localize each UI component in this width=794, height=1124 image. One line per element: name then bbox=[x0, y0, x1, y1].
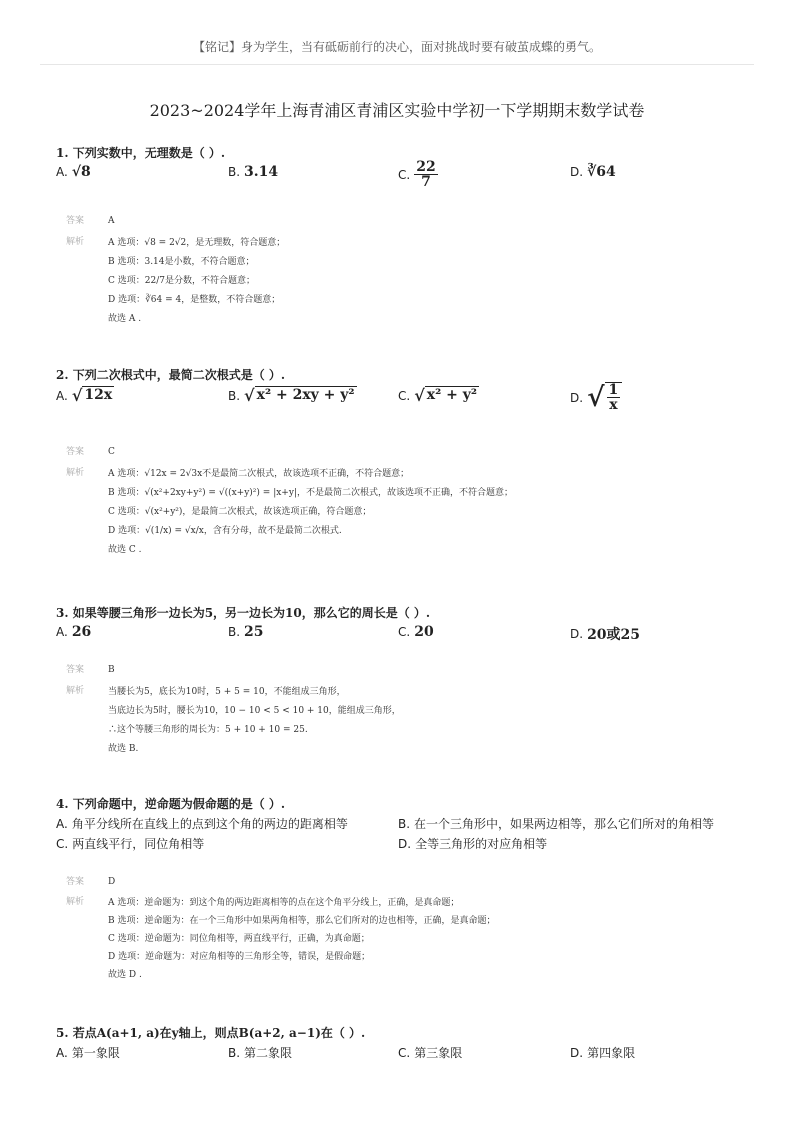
option-text: 全等三角形的对应角相等 bbox=[415, 837, 548, 851]
question-1 bbox=[56, 144, 756, 202]
answer-row bbox=[66, 874, 115, 887]
question-stem: 3. 如果等腰三角形一边长为5，另一边长为10，那么它的周长是（ ）. bbox=[56, 606, 431, 620]
analysis-label: 解析 bbox=[66, 686, 85, 696]
option-radical bbox=[587, 382, 622, 413]
option-label: C. bbox=[398, 388, 411, 403]
question-4 bbox=[56, 795, 756, 857]
explanation-line: A 选项：√12x = 2√3x不是最简二次根式，故该选项不正确，不符合题意； bbox=[108, 469, 410, 479]
radical-sign: √ bbox=[414, 386, 425, 405]
option-value: 3.14 bbox=[244, 164, 279, 180]
option-label: B. bbox=[228, 388, 241, 403]
explanation-line: 当底边长为5时，腰长为10，10 − 10 < 5 < 10 + 10，能组成三角形， bbox=[108, 706, 401, 716]
option-d[interactable] bbox=[570, 382, 622, 413]
option-b[interactable] bbox=[228, 624, 264, 640]
option-a[interactable] bbox=[56, 164, 91, 180]
option-d[interactable] bbox=[570, 624, 640, 644]
answer-row bbox=[66, 213, 115, 226]
option-value: 25 bbox=[244, 624, 264, 640]
option-c[interactable] bbox=[398, 624, 434, 640]
option-label: D. bbox=[570, 165, 584, 179]
radical-sign: √ bbox=[587, 382, 605, 413]
explanation-line: D 选项：√(1/x) = √x/x，含有分母，故不是最简二次根式. bbox=[108, 526, 342, 536]
option-value: √8 bbox=[71, 164, 91, 180]
answer-label: 答案 bbox=[66, 447, 85, 457]
options bbox=[56, 1042, 756, 1066]
option-label: C. bbox=[398, 625, 411, 639]
option-label: C. bbox=[398, 167, 411, 182]
option-c[interactable] bbox=[398, 386, 479, 405]
answer-label: 答案 bbox=[66, 665, 85, 675]
explanation-line: 故选 A . bbox=[108, 314, 142, 324]
question-stem: 1. 下列实数中，无理数是（ ）. bbox=[56, 146, 226, 160]
explanation-line: A 选项：√8 = 2√2，是无理数，符合题意； bbox=[108, 238, 286, 248]
answer-row bbox=[66, 662, 115, 675]
option-label: B. bbox=[228, 625, 241, 639]
option-fraction bbox=[414, 160, 437, 189]
option-value: 20 bbox=[414, 624, 434, 640]
explanation-line: D 选项：∛64 = 4，是整数，不符合题意； bbox=[108, 295, 281, 305]
explanation-line: C 选项：√(x²+y²)，是最简二次根式，故该选项正确，符合题意； bbox=[108, 507, 372, 517]
option-b[interactable] bbox=[228, 386, 357, 405]
explanation-line: 故选 D . bbox=[108, 970, 142, 980]
option-d[interactable] bbox=[398, 835, 547, 852]
answer-value: C bbox=[108, 447, 115, 457]
denominator: 7 bbox=[421, 174, 431, 190]
option-text: 角平分线所在直线上的点到这个角的两边的距离相等 bbox=[71, 817, 348, 831]
option-d[interactable] bbox=[570, 164, 616, 180]
numerator: 1 bbox=[608, 382, 619, 398]
explanation-line: C 选项：逆命题为：同位角相等，两直线平行，正确，为真命题； bbox=[108, 934, 370, 944]
option-b[interactable] bbox=[398, 815, 714, 832]
option-radical bbox=[414, 386, 479, 405]
question-2 bbox=[56, 366, 756, 430]
explanation-line: 故选 B. bbox=[108, 744, 139, 754]
option-c[interactable] bbox=[398, 160, 438, 189]
analysis-label: 解析 bbox=[66, 468, 85, 478]
option-text: 第二象限 bbox=[244, 1046, 293, 1060]
header-divider bbox=[40, 64, 754, 65]
option-label: D. bbox=[570, 627, 584, 641]
radicand-fraction bbox=[607, 383, 621, 412]
option-radical bbox=[72, 386, 114, 405]
explanation-line: B 选项：3.14是小数，不符合题意； bbox=[108, 257, 255, 267]
option-label: A. bbox=[56, 816, 68, 831]
option-b[interactable] bbox=[228, 164, 278, 180]
option-label: D. bbox=[570, 1045, 584, 1060]
option-label: B. bbox=[398, 816, 411, 831]
explanation-line: 故选 C . bbox=[108, 545, 142, 555]
question-5 bbox=[56, 1024, 756, 1066]
radical-sign: √ bbox=[244, 386, 255, 405]
radicand: x² + 2xy + y² bbox=[256, 387, 355, 403]
page-title: 2023~2024学年上海青浦区青浦区实验中学初一下学期期末数学试卷 bbox=[149, 101, 645, 120]
option-a[interactable] bbox=[56, 1044, 120, 1061]
option-text: 第三象限 bbox=[414, 1046, 463, 1060]
option-value: ∛64 bbox=[587, 164, 616, 180]
option-text: 第一象限 bbox=[71, 1046, 120, 1060]
explanation-line: D 选项：逆命题为：对应角相等的三角形全等，错误，是假命题； bbox=[108, 952, 371, 962]
option-a[interactable] bbox=[56, 624, 91, 640]
option-text: 第四象限 bbox=[587, 1046, 636, 1060]
explanation-line: ∴这个等腰三角形的周长为：5 + 10 + 10 = 25. bbox=[108, 725, 308, 735]
option-label: D. bbox=[398, 836, 412, 851]
denominator: x bbox=[609, 397, 618, 413]
answer-value: D bbox=[108, 877, 116, 887]
option-label: C. bbox=[56, 836, 69, 851]
answer-label: 答案 bbox=[66, 877, 85, 887]
options bbox=[56, 813, 756, 857]
radical-sign: √ bbox=[71, 386, 83, 405]
question-3 bbox=[56, 604, 756, 652]
option-label: B. bbox=[228, 1045, 241, 1060]
option-label: A. bbox=[56, 388, 68, 403]
answer-row bbox=[66, 444, 115, 457]
option-b[interactable] bbox=[228, 1044, 292, 1061]
question-stem: 4. 下列命题中，逆命题为假命题的是（ ）. bbox=[56, 797, 286, 811]
option-text: 两直线平行，同位角相等 bbox=[72, 837, 205, 851]
options bbox=[56, 384, 756, 430]
option-value: 20或25 bbox=[587, 627, 641, 643]
option-label: C. bbox=[398, 1045, 411, 1060]
option-a[interactable] bbox=[56, 815, 348, 832]
option-label: A. bbox=[56, 165, 68, 179]
explanation-line: 当腰长为5，底长为10时，5 + 5 = 10，不能组成三角形， bbox=[108, 687, 346, 697]
option-label: A. bbox=[56, 625, 68, 639]
analysis-label: 解析 bbox=[66, 897, 85, 907]
radicand: x² + y² bbox=[426, 387, 478, 403]
options bbox=[56, 622, 756, 652]
answer-value: B bbox=[108, 665, 115, 675]
option-c[interactable] bbox=[398, 1044, 462, 1061]
motto: 【铭记】身为学生，当有砥砺前行的决心，面对挑战时要有破茧成蝶的勇气。 bbox=[192, 40, 601, 54]
option-a[interactable] bbox=[56, 386, 114, 405]
radicand: 12x bbox=[84, 387, 113, 403]
answer-value: A bbox=[108, 216, 115, 226]
option-label: A. bbox=[56, 1045, 68, 1060]
explanation-line: B 选项：逆命题为：在一个三角形中如果两角相等，那么它们所对的边也相等，正确，是真命题； bbox=[108, 916, 496, 926]
explanation-line: A 选项：逆命题为：到这个角的两边距离相等的点在这个角平分线上，正确，是真命题； bbox=[108, 898, 460, 908]
question-stem: 5. 若点A(a+1, a)在y轴上，则点B(a+2, a−1)在（ ）. bbox=[56, 1026, 366, 1040]
option-label: B. bbox=[228, 165, 241, 179]
explanation-line: C 选项：22/7是分数，不符合题意； bbox=[108, 276, 255, 286]
options bbox=[56, 159, 756, 202]
question-stem: 2. 下列二次根式中，最简二次根式是（ ）. bbox=[56, 368, 286, 382]
explanation-line: B 选项：√(x²+2xy+y²) = √((x+y)²) = |x+y|，不是最简二次根式，故该选项不正确，不符合题意； bbox=[108, 488, 513, 498]
numerator: 22 bbox=[416, 159, 436, 175]
analysis-label: 解析 bbox=[66, 237, 85, 247]
option-text: 在一个三角形中，如果两边相等，那么它们所对的角相等 bbox=[414, 817, 715, 831]
option-c[interactable] bbox=[56, 835, 204, 852]
option-value: 26 bbox=[71, 624, 92, 640]
option-d[interactable] bbox=[570, 1044, 635, 1061]
option-radical bbox=[244, 386, 357, 405]
option-label: D. bbox=[570, 390, 584, 405]
answer-label: 答案 bbox=[66, 216, 85, 226]
